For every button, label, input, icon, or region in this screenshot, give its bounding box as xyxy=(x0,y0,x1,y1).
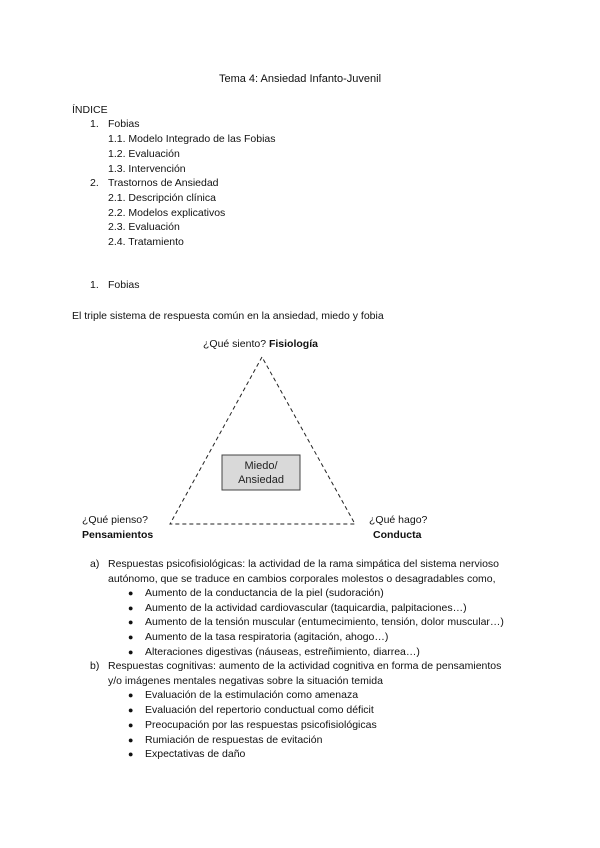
bullet-icon: ● xyxy=(128,603,134,613)
center-line-2: Ansiedad xyxy=(238,474,284,486)
triangle-dashed xyxy=(170,357,355,524)
index-section-trastornos: Trastornos de Ansiedad xyxy=(108,177,219,189)
top-label: Fisiología xyxy=(268,338,318,350)
index-subsection: 1.2. Evaluación xyxy=(108,148,180,160)
response-b-line-1: Respuestas cognitivas: aumento de la actividad cognitiva en forma de pensamientos xyxy=(108,660,502,672)
index-subsection: 1.3. Intervención xyxy=(108,163,186,175)
bullet-icon: ● xyxy=(128,690,134,700)
document-title: Tema 4: Ansiedad Infanto-Juvenil xyxy=(218,73,382,85)
list-item: Preocupación por las respuestas psicofisiológicas xyxy=(145,719,377,731)
index-section-number: 1. xyxy=(90,118,99,130)
list-item: Aumento de la actividad cardiovascular (taquicardia, palpitaciones…) xyxy=(145,602,467,614)
index-subsection: 1.1. Modelo Integrado de las Fobias xyxy=(108,133,276,145)
section-heading: Fobias xyxy=(108,279,140,291)
index-subsection: 2.3. Evaluación xyxy=(108,221,180,233)
index-section-number: 2. xyxy=(90,177,99,189)
list-item: Aumento de la tensión muscular (entumecimiento, tensión, dolor muscular…) xyxy=(145,616,504,628)
list-item: Evaluación de la estimulación como amenaza xyxy=(145,689,359,701)
index-subsection: 2.4. Tratamiento xyxy=(108,236,184,248)
bullet-icon: ● xyxy=(128,705,134,715)
center-box-text xyxy=(222,459,300,487)
response-a-line-1: Respuestas psicofisiológicas: la actividad de la rama simpática del sistema nervioso xyxy=(108,558,500,570)
index-section-fobias: Fobias xyxy=(108,118,140,130)
list-marker-b: b) xyxy=(90,660,100,672)
bullet-icon: ● xyxy=(128,749,134,759)
response-a-line-2: autónomo, que se traduce en cambios corporales molestos o desagradables como, xyxy=(108,573,496,585)
center-line-1: Miedo/ xyxy=(244,460,278,472)
bullet-icon: ● xyxy=(128,632,134,642)
top-question: ¿Qué siento? xyxy=(203,338,267,350)
bullet-icon: ● xyxy=(128,735,134,745)
index-subsection: 2.1. Descripción clínica xyxy=(108,192,216,204)
list-item: Aumento de la conductancia de la piel (sudoración) xyxy=(145,587,384,599)
list-item: Rumiación de respuestas de evitación xyxy=(145,734,323,746)
left-question: ¿Qué pienso? xyxy=(82,514,148,526)
list-item: Aumento de la tasa respiratoria (agitación, ahogo…) xyxy=(145,631,389,643)
bullet-icon: ● xyxy=(128,588,134,598)
bullet-icon: ● xyxy=(128,617,134,627)
right-label: Conducta xyxy=(373,529,422,541)
list-item: Evaluación del repertorio conductual como déficit xyxy=(145,704,374,716)
list-item: Expectativas de daño xyxy=(145,748,246,760)
index-heading: ÍNDICE xyxy=(72,104,108,116)
list-item: Alteraciones digestivas (náuseas, estreñimiento, diarrea…) xyxy=(145,646,420,658)
bullet-icon: ● xyxy=(128,647,134,657)
bullet-icon: ● xyxy=(128,720,134,730)
left-label: Pensamientos xyxy=(82,529,154,541)
diagram-top-label xyxy=(203,337,318,351)
right-question: ¿Qué hago? xyxy=(369,514,428,526)
section-number: 1. xyxy=(90,279,99,291)
intro-paragraph: El triple sistema de respuesta común en la ansiedad, miedo y fobia xyxy=(72,310,384,322)
list-marker-a: a) xyxy=(90,558,100,570)
index-subsection: 2.2. Modelos explicativos xyxy=(108,207,226,219)
response-b-line-2: y/o imágenes mentales negativas sobre la situación temida xyxy=(108,675,383,687)
